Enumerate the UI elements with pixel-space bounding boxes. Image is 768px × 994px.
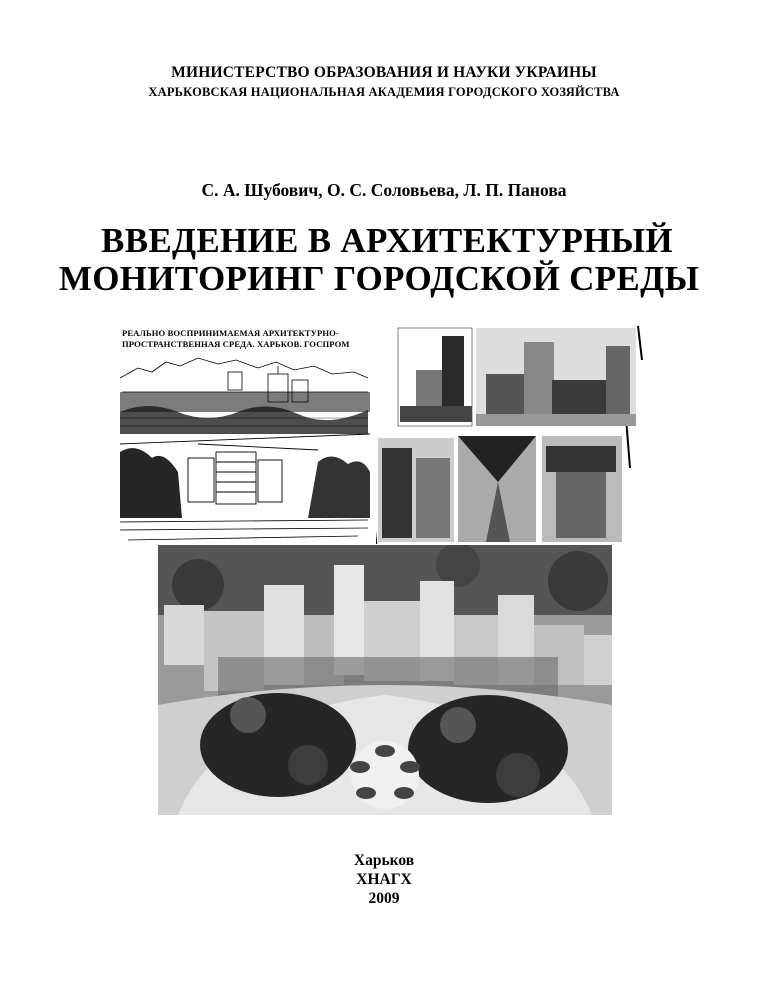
book-title	[0, 222, 768, 298]
authors: С. А. Шубович, О. С. Соловьева, Л. П. Панова	[201, 180, 567, 200]
sketch-caption-line-1: РЕАЛЬНО ВОСПРИНИМАЕМАЯ АРХИТЕКТУРНО-	[122, 328, 339, 338]
publication-year: 2009	[368, 890, 400, 907]
publisher: ХНАГХ	[356, 871, 412, 888]
sketch-caption-line-2: ПРОСТРАНСТВЕННАЯ СРЕДА. ХАРЬКОВ. ГОСПРОМ	[122, 339, 350, 349]
building-photos	[376, 322, 646, 548]
publication-city: Харьков	[353, 852, 415, 869]
imprint	[0, 851, 768, 908]
ministry-name: МИНИСТЕРСТВО ОБРАЗОВАНИЯ И НАУКИ УКРАИНЫ	[171, 64, 597, 81]
sketch-panel	[118, 322, 376, 548]
title-line-1: ВВЕДЕНИЕ В АРХИТЕКТУРНЫЙ	[101, 221, 673, 260]
aerial-photo	[158, 545, 612, 815]
title-line-2: МОНИТОРИНГ ГОРОДСКОЙ СРЕДЫ	[58, 259, 700, 298]
academy-name: ХАРЬКОВСКАЯ НАЦИОНАЛЬНАЯ АКАДЕМИЯ ГОРОДСКОГО ХОЗЯЙСТВА	[148, 85, 620, 99]
illustration-collage	[118, 322, 646, 548]
city-sketch-drawing	[118, 322, 376, 548]
